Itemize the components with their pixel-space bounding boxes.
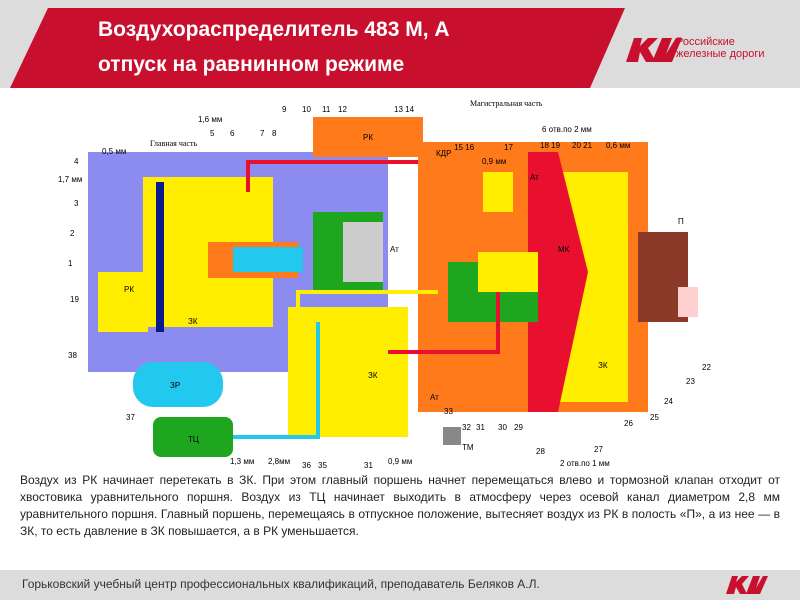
part-15-16: 15 16 [454,143,475,152]
chamber-at-1: Ат [390,245,399,254]
part-28: 28 [536,447,545,456]
valve-cap [343,222,383,282]
part-9: 9 [282,105,287,114]
chamber-mk: МК [558,245,570,254]
part-25: 25 [650,413,659,422]
part-1: 1 [68,259,73,268]
page-title [98,12,450,82]
part-36: 36 [302,461,311,470]
part-4: 4 [74,157,79,166]
part-13-14: 13 14 [394,105,415,114]
part-33: 33 [444,407,453,416]
rzd-footer-logo-icon [724,572,774,596]
part-20-21: 20 21 [572,141,593,150]
part-35: 35 [318,461,327,470]
part-8: 8 [272,129,277,138]
magistral-valve-yellow [478,252,538,292]
size-6-holes: 6 отв.по 2 мм [542,125,592,134]
tail-rod [233,247,303,272]
part-31-right: 31 [476,423,485,432]
part-10: 10 [302,105,311,114]
part-11: 11 [322,105,331,114]
chamber-rk-top: РК [363,133,373,142]
chamber-zk-left: ЗК [188,317,198,326]
part-31-bottom: 31 [364,461,373,470]
part-37: 37 [126,413,135,422]
description-text: Воздух из РК начинает перетекать в ЗК. При этом главный поршень начнет перемещаться влево и тормозной клапан отходит от хвостовика уравнительного поршня. Воздух из ТЦ начинает выходить в атмосферу через осевой канал диаметром 2,8 мм уравнительного поршня. Главный поршень, перемещаясь в отпускное положение, вытесняет воздух из РК в полость «П», а из нее — в ЗК, то есть давление в ЗК повышается, а в РК уменьшается. [20,473,780,538]
size-1-6: 1,6 мм [198,115,223,124]
part-30: 30 [498,423,507,432]
part-19-left: 19 [70,295,79,304]
part-7: 7 [260,129,265,138]
title-line-1: Воздухораспределитель 483 М, А [98,18,450,41]
size-0-5: 0,5 мм [102,147,127,156]
size-0-9-bottom: 0,9 мм [388,457,413,466]
size-1-3: 1,3 мм [230,457,255,466]
part-27: 27 [594,445,603,454]
chamber-zk-center: ЗК [368,371,378,380]
part-24: 24 [664,397,673,406]
title-line-2: отпуск на равнинном режиме [98,53,405,76]
part-32: 32 [462,423,471,432]
zk-center-block [288,307,408,437]
part-38: 38 [68,351,77,360]
main-piston-diaphragm [156,182,164,332]
air-distributor-diagram [58,92,718,470]
part-18-19: 18 19 [540,141,561,150]
filter-22 [678,287,698,317]
chamber-p: П [678,217,684,226]
size-0-9-top: 0,9 мм [482,157,507,166]
logo-text [676,36,765,60]
chamber-at-3: Ат [430,393,439,402]
kdr-block [483,172,513,212]
part-17: 17 [504,143,513,152]
part-6: 6 [230,129,235,138]
part-26: 26 [624,419,633,428]
size-2-8: 2,8мм [268,457,291,466]
chamber-rk-left: РК [124,285,134,294]
part-2: 2 [70,229,75,238]
part-22: 22 [702,363,711,372]
part-12: 12 [338,105,347,114]
chamber-tc: ТЦ [188,435,199,444]
size-1-7: 1,7 мм [58,175,83,184]
part-5: 5 [210,129,215,138]
size-0-6: 0,6 мм [606,141,631,150]
tm-connector [443,427,461,445]
label-magistral-part: Магистральная часть [470,99,543,108]
logo-line-2: железные дороги [676,48,765,60]
rk-left-area [98,272,148,332]
chamber-kdr: КДР [436,149,452,158]
chamber-zr: ЗР [170,381,181,390]
part-3: 3 [74,199,79,208]
size-2-holes: 2 отв.по 1 мм [560,459,610,468]
footer-text: Горьковский учебный центр профессиональных квалификаций, преподаватель Беляков А.Л. [22,577,540,591]
label-main-part: Главная часть [150,139,198,148]
chamber-at-2: Ат [530,173,539,182]
part-23: 23 [686,377,695,386]
part-29: 29 [514,423,523,432]
chamber-tm: ТМ [462,443,474,452]
logo-line-1: Российские [676,36,735,48]
chamber-zk-right: ЗК [598,361,608,370]
